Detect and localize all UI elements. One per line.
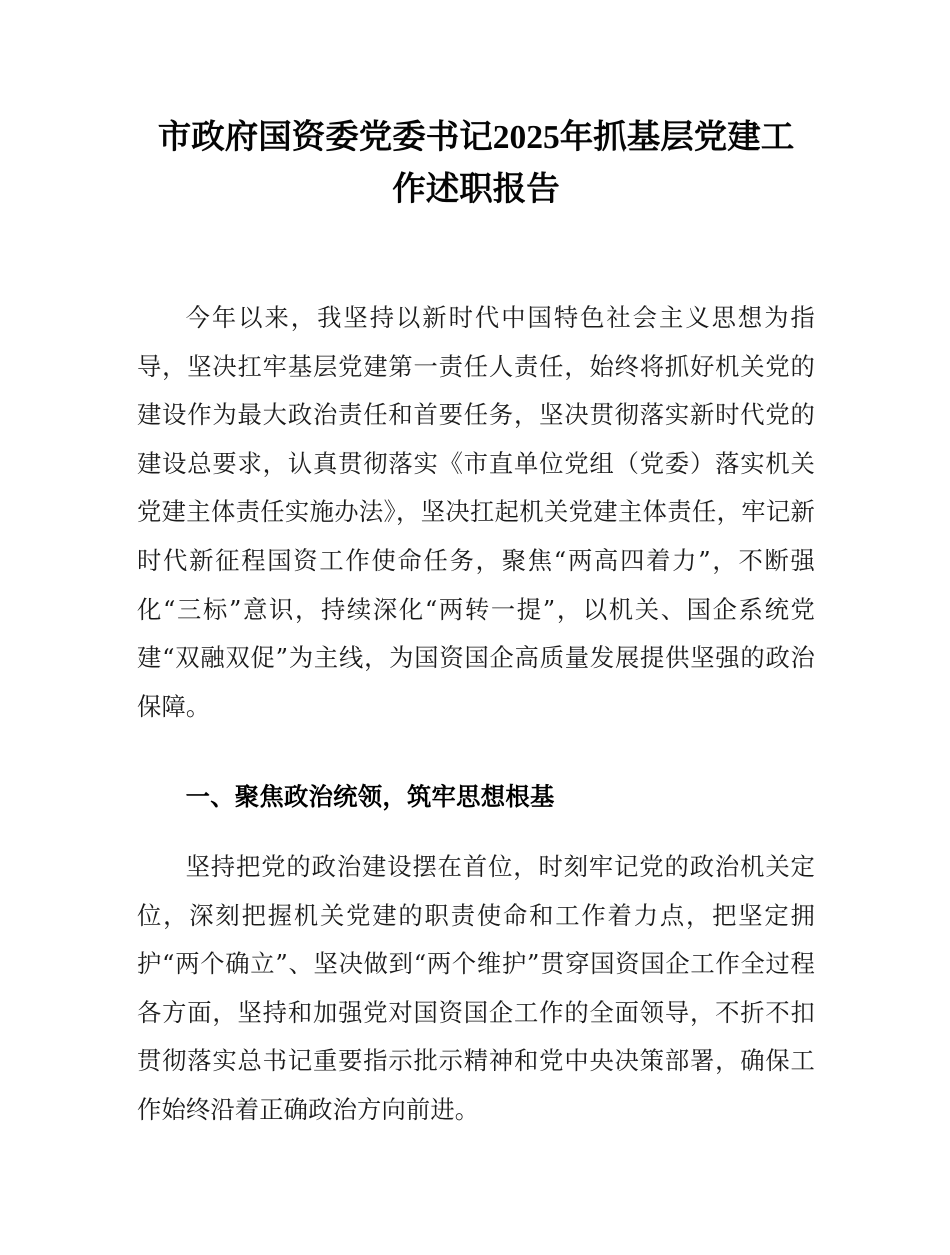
page-bottom-whitespace <box>137 1135 815 1255</box>
page-title-line-2: 作述职报告 <box>392 171 560 208</box>
page-title-line-1: 市政府国资委党委书记2025年抓基层党建工 <box>157 119 795 156</box>
body-paragraph-2: 坚持把党的政治建设摆在首位，时刻牢记党的政治机关定位，深刻把握机关党建的职责使命和工作着力点，把坚定拥护“两个确立”、坚决做到“两个维护”贯穿国资国企工作全过程各方面，坚持和加强党对国资国企工作的全面领导，不折不扣贯彻落实总书记重要指示批示精神和党中央决策部署，确保工作始终沿着正确政治方向前进。 <box>137 851 815 1124</box>
body-paragraph-1: 今年以来，我坚持以新时代中国特色社会主义思想为指导，坚决扛牢基层党建第一责任人责任，始终将抓好机关党的建设作为最大政治责任和首要任务，坚决贯彻落实新时代党的建设总要求，认真贯彻落实《市直单位党组（党委）落实机关党建主体责任实施办法》，坚决扛起机关党建主体责任，牢记新时代新征程国资工作使命任务，聚焦“两高四着力”，不断强化“三标”意识，持续深化“两转一提”，以机关、国企系统党建“双融双促”为主线，为国资国企高质量发展提供坚强的政治保障。 <box>137 303 815 721</box>
document-content-column <box>137 0 815 1255</box>
section-heading-1: 一、聚焦政治统领，筑牢思想根基 <box>185 784 555 812</box>
page-title <box>137 0 815 216</box>
